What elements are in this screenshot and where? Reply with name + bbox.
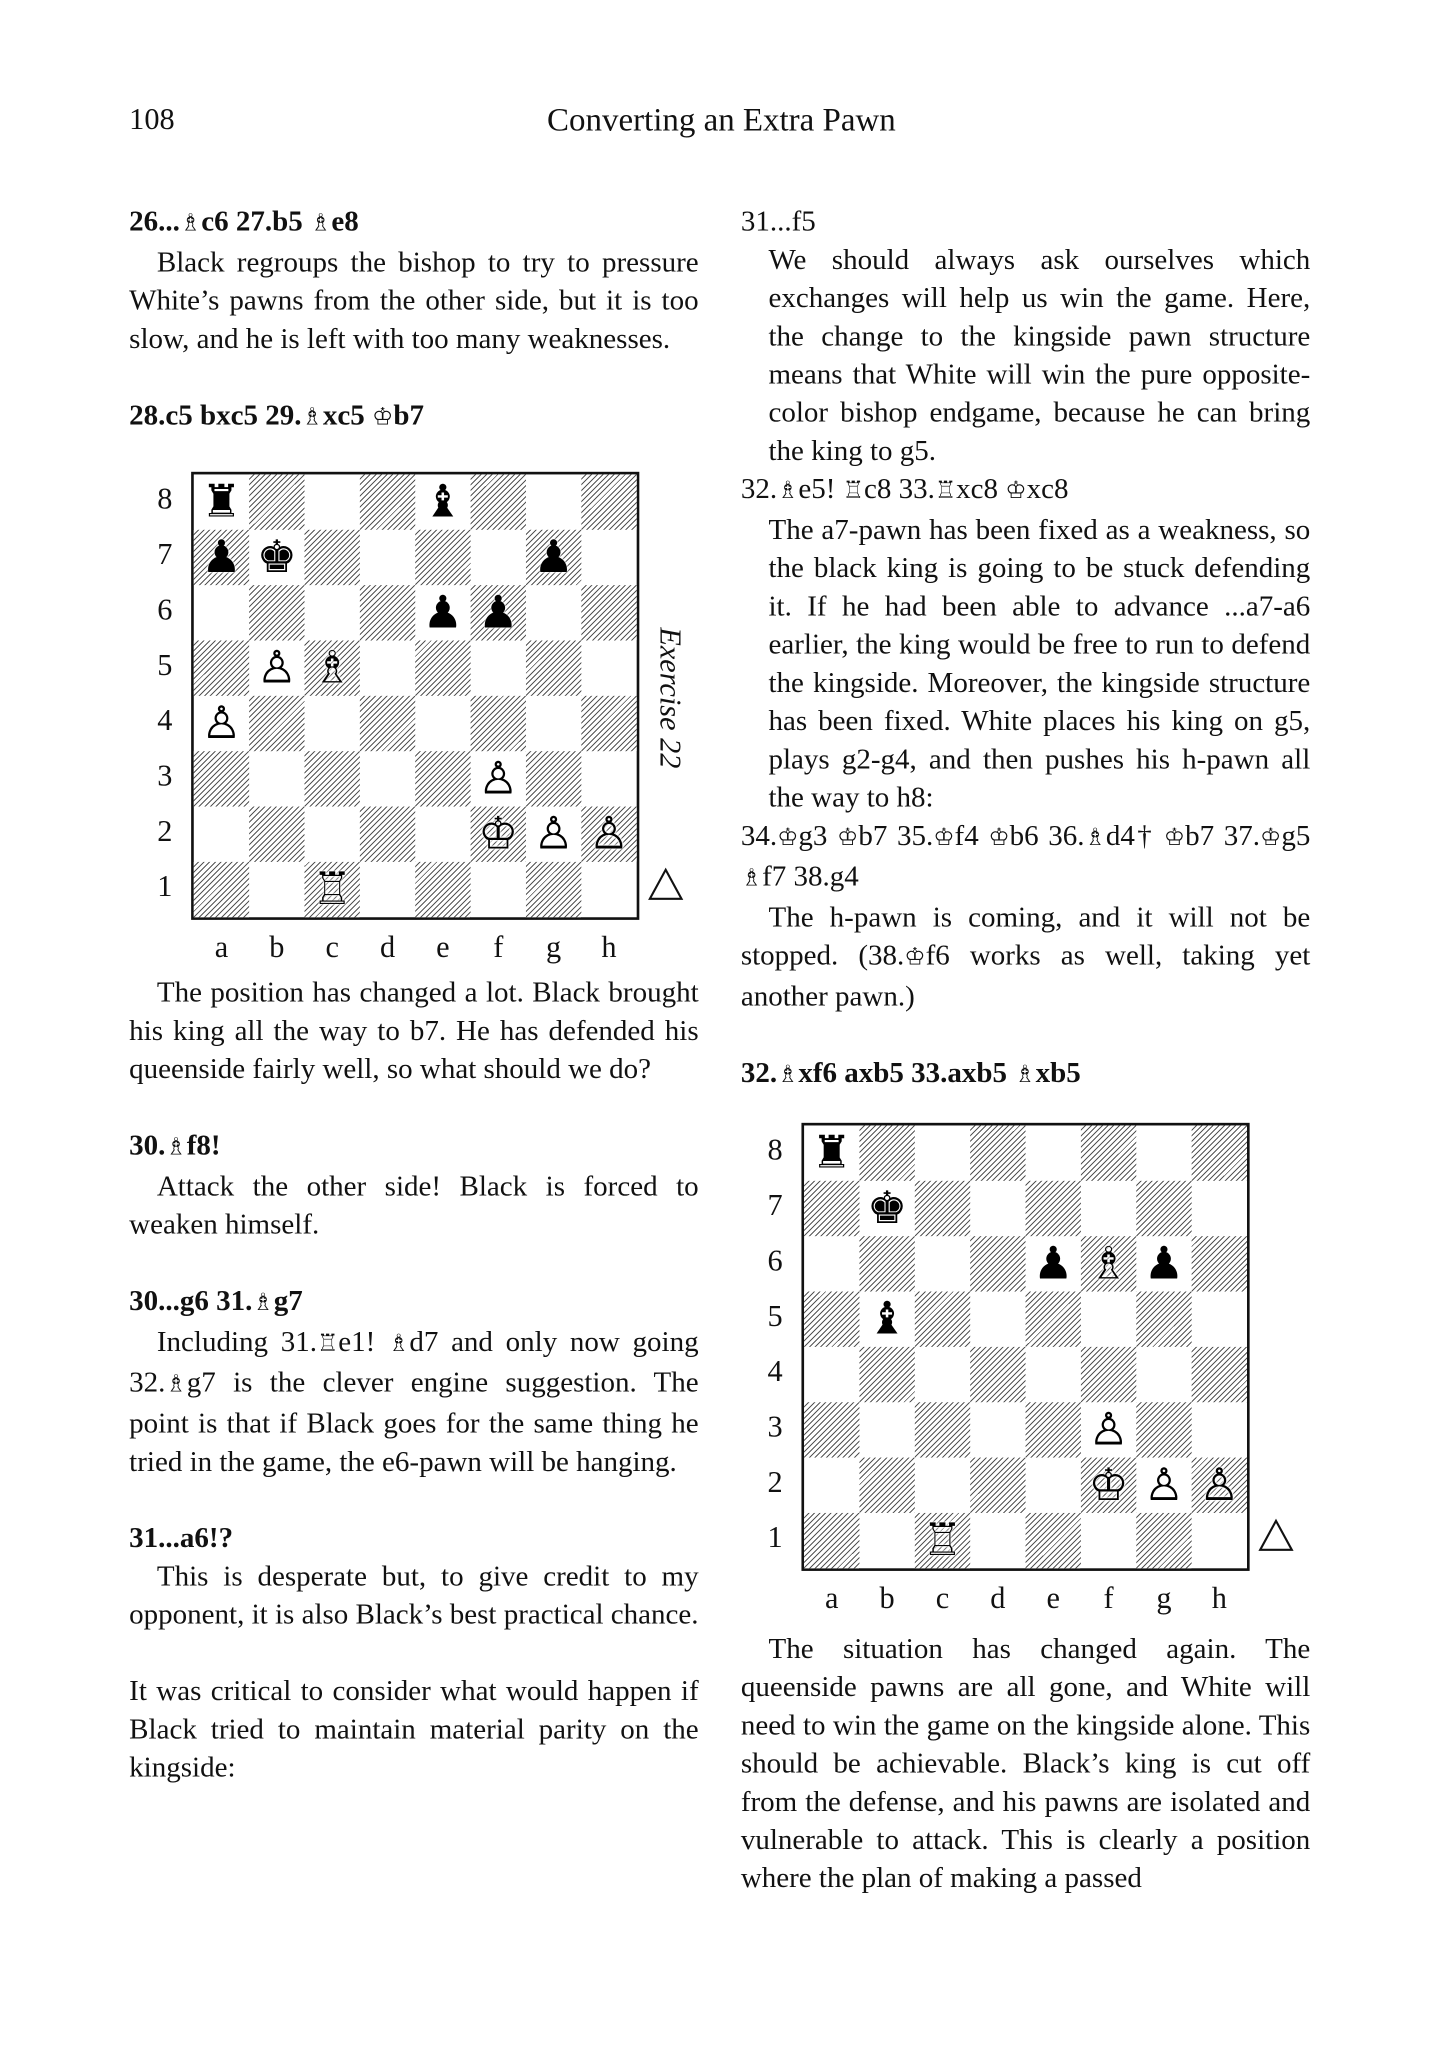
move-heading: 31...a6!? (129, 1520, 234, 1554)
square-f2 (471, 807, 526, 862)
square-a6 (804, 1236, 859, 1291)
square-b7 (859, 1181, 914, 1236)
square-f1 (471, 862, 526, 917)
bishop-icon: ♗ (388, 1329, 410, 1358)
chess-board (801, 1123, 1249, 1571)
black-bishop-icon: ♝ (422, 475, 463, 529)
square-b2 (249, 807, 304, 862)
move-heading: 32.♗xf6 axb5 33.axb5 ♗xb5 (740, 1055, 1081, 1089)
square-c7 (305, 530, 360, 585)
square-g7 (526, 530, 581, 585)
white-pawn-icon: ♙ (201, 697, 242, 750)
white-pawn-icon: ♙ (588, 807, 630, 861)
square-c2 (915, 1458, 970, 1513)
square-d2 (970, 1458, 1025, 1513)
black-bishop-icon: ♝ (867, 1292, 908, 1346)
square-d7 (360, 530, 415, 585)
square-g3 (526, 751, 581, 806)
square-c3 (305, 751, 360, 806)
chapter-title: Converting an Extra Pawn (547, 102, 896, 139)
square-h5 (581, 640, 636, 695)
right-column-lower (741, 1629, 1310, 1897)
square-d6 (360, 585, 415, 640)
square-e8 (415, 474, 470, 529)
king-icon: ♔ (933, 823, 955, 852)
bishop-icon: ♗ (1014, 1060, 1036, 1089)
paragraph: Black regroups the bishop to try to pressure White’s pawns from the other side, but it is too slow, and he is left with too many weaknesses. (129, 245, 699, 355)
square-a7 (804, 1181, 859, 1236)
square-e3 (415, 751, 470, 806)
square-h2 (1192, 1458, 1247, 1513)
rank-label: 2 (157, 814, 173, 848)
file-label: c (325, 930, 339, 964)
white-king-icon: ♔ (1088, 1458, 1129, 1512)
rook-icon: ♖ (934, 477, 957, 505)
rank-label: 7 (157, 537, 173, 571)
exercise-label: Exercise 22 (653, 627, 687, 769)
rank-label: 4 (157, 703, 173, 737)
square-b4 (859, 1347, 914, 1402)
square-h3 (581, 751, 636, 806)
square-f4 (471, 696, 526, 751)
black-pawn-icon: ♟ (422, 586, 463, 640)
king-icon: ♔ (904, 943, 926, 972)
square-a4 (804, 1347, 859, 1402)
square-g2 (526, 807, 581, 862)
square-b1 (249, 862, 304, 917)
square-g4 (526, 696, 581, 751)
black-pawn-icon: ♟ (1143, 1237, 1185, 1291)
square-a5 (804, 1292, 859, 1347)
king-icon: ♔ (1259, 823, 1282, 852)
square-b3 (859, 1402, 914, 1457)
black-rook-icon: ♜ (811, 1126, 852, 1180)
file-label: b (879, 1581, 895, 1615)
square-f4 (1081, 1347, 1136, 1402)
square-f3 (1081, 1402, 1136, 1457)
square-b5 (859, 1292, 914, 1347)
rank-label: 6 (157, 593, 173, 626)
square-h8 (1192, 1125, 1247, 1180)
square-f2 (1081, 1458, 1136, 1513)
rank-label: 1 (157, 869, 173, 903)
square-a2 (804, 1458, 859, 1513)
rank-label: 6 (767, 1244, 783, 1278)
white-pawn-icon: ♙ (533, 807, 574, 861)
square-d1 (970, 1513, 1025, 1568)
square-a4 (194, 696, 249, 751)
square-d2 (360, 807, 415, 862)
left-column (129, 202, 698, 437)
black-pawn-icon: ♟ (1033, 1237, 1074, 1291)
white-bishop-icon: ♗ (312, 641, 353, 695)
rank-label: 5 (767, 1299, 783, 1333)
right-column (741, 202, 1310, 1094)
square-g2 (1136, 1458, 1191, 1513)
square-b4 (249, 696, 304, 751)
square-g8 (1136, 1125, 1191, 1180)
square-g3 (1136, 1402, 1191, 1457)
square-c2 (305, 807, 360, 862)
square-c5 (915, 1292, 970, 1347)
square-d5 (360, 640, 415, 695)
square-f6 (471, 585, 526, 640)
square-h3 (1192, 1402, 1247, 1457)
white-pawn-icon: ♙ (1143, 1458, 1185, 1512)
square-a8 (804, 1125, 859, 1180)
file-label: d (379, 930, 396, 964)
square-c5 (305, 640, 360, 695)
black-pawn-icon: ♟ (478, 586, 519, 640)
white-pawn-icon: ♙ (256, 641, 297, 695)
black-pawn-icon: ♟ (533, 531, 574, 584)
square-g1 (526, 862, 581, 917)
square-e5 (1026, 1292, 1081, 1347)
bishop-icon: ♗ (301, 403, 323, 431)
square-a3 (804, 1402, 859, 1457)
square-h4 (1192, 1347, 1247, 1402)
square-b8 (859, 1125, 914, 1180)
square-f1 (1081, 1513, 1136, 1568)
move-heading: 28.c5 bxc5 29.♗xc5 ♔b7 (129, 398, 424, 431)
square-d5 (970, 1292, 1025, 1347)
square-b6 (249, 585, 304, 640)
square-d4 (360, 696, 415, 751)
square-c7 (915, 1181, 970, 1236)
square-b3 (249, 751, 304, 806)
file-label: e (436, 930, 450, 964)
square-e2 (415, 807, 470, 862)
square-h7 (1192, 1181, 1247, 1236)
king-icon: ♔ (1005, 477, 1027, 505)
white-pawn-icon: ♙ (1088, 1403, 1129, 1457)
rank-label: 3 (767, 1410, 783, 1444)
square-c8 (305, 474, 360, 529)
white-pawn-icon: ♙ (1199, 1458, 1240, 1512)
square-a1 (194, 862, 249, 917)
move-heading: 26...♗c6 27.b5 ♗e8 (129, 204, 359, 238)
square-a8 (194, 474, 249, 529)
square-d3 (360, 751, 415, 806)
square-c3 (915, 1402, 970, 1457)
bishop-icon: ♗ (165, 1133, 187, 1162)
rank-label: 5 (157, 648, 173, 682)
move-heading: 30...g6 31.♗g7 (129, 1283, 303, 1317)
file-label: h (601, 930, 617, 964)
white-to-move-icon (647, 867, 684, 908)
file-label: d (990, 1581, 1006, 1615)
square-e6 (415, 585, 470, 640)
square-a1 (804, 1513, 859, 1568)
file-label: g (1156, 1581, 1172, 1615)
square-f5 (1081, 1292, 1136, 1347)
square-c6 (305, 585, 360, 640)
square-f7 (1081, 1181, 1136, 1236)
square-h5 (1192, 1292, 1247, 1347)
white-bishop-icon: ♗ (1088, 1237, 1129, 1291)
square-d1 (360, 862, 415, 917)
king-icon: ♔ (777, 823, 799, 852)
white-king-icon: ♔ (478, 807, 519, 861)
move-heading: 30.♗f8! (129, 1128, 221, 1162)
square-a2 (194, 807, 249, 862)
square-f8 (471, 474, 526, 529)
bishop-icon: ♗ (252, 1288, 274, 1317)
file-label: e (1046, 1581, 1060, 1615)
bishop-icon: ♗ (777, 477, 799, 505)
square-e8 (1026, 1125, 1081, 1180)
white-rook-icon: ♖ (922, 1514, 963, 1567)
bishop-icon: ♗ (740, 864, 763, 893)
left-column-lower (129, 973, 698, 1786)
black-king-icon: ♚ (867, 1182, 908, 1235)
square-e7 (415, 530, 470, 585)
square-g7 (1136, 1181, 1191, 1236)
rank-label: 7 (767, 1188, 783, 1222)
square-b1 (859, 1513, 914, 1568)
square-e5 (415, 640, 470, 695)
square-a7 (194, 530, 249, 585)
bishop-icon: ♗ (1084, 823, 1106, 852)
square-d8 (970, 1125, 1025, 1180)
square-h6 (581, 585, 636, 640)
paragraph: We should always ask ourselves which exchanges will help us win the game. Here, the change to the kingside pawn structure means that White will win the pure opposite-color bishop endgame, because he can bring the king to g5. (768, 242, 1311, 467)
square-g4 (1136, 1347, 1191, 1402)
page-number: 108 (129, 102, 175, 136)
square-h8 (581, 474, 636, 529)
file-label: g (546, 930, 562, 964)
file-label: f (493, 930, 504, 964)
black-pawn-icon: ♟ (201, 531, 242, 584)
square-f8 (1081, 1125, 1136, 1180)
square-d3 (970, 1402, 1025, 1457)
square-c8 (915, 1125, 970, 1180)
bishop-icon: ♗ (309, 209, 332, 238)
square-d4 (970, 1347, 1025, 1402)
bishop-icon: ♗ (777, 1060, 799, 1089)
file-label: b (269, 930, 285, 964)
king-icon: ♔ (371, 403, 394, 431)
file-label: c (935, 1581, 950, 1615)
square-e2 (1026, 1458, 1081, 1513)
square-f3 (471, 751, 526, 806)
square-e1 (415, 862, 470, 917)
bishop-icon: ♗ (179, 209, 202, 238)
square-e4 (415, 696, 470, 751)
paragraph: It was critical to consider what would happen if Black tried to maintain material parity on the kingside: (129, 1673, 699, 1784)
rank-label: 1 (767, 1520, 783, 1554)
square-b8 (249, 474, 304, 529)
file-label: h (1211, 1581, 1227, 1615)
square-g5 (526, 640, 581, 695)
square-e6 (1026, 1236, 1081, 1291)
rank-label: 2 (767, 1465, 783, 1499)
move-line: 34.♔g3 ♔b7 35.♔f4 ♔b6 36.♗d4† ♔b7 37.♔g5 ♗f7 38.g4 (740, 818, 1311, 893)
bishop-icon: ♗ (165, 1370, 187, 1399)
paragraph: The a7-pawn has been fixed as a weakness, so the black king is going to be stuck defending it. If he had been able to advance ...a7-a6 earlier, the king would be free to run to defend the kingside. Moreover, the kingside structure has been fixed. White places his king on g5, plays g2-g4, and then pushes his h-pawn all the way to h8: (768, 512, 1311, 814)
square-d8 (360, 474, 415, 529)
black-king-icon: ♚ (256, 531, 297, 584)
king-icon: ♔ (1163, 823, 1186, 852)
paragraph: Attack the other side! Black is forced to weaken himself. (129, 1168, 699, 1241)
square-c1 (305, 862, 360, 917)
king-icon: ♔ (837, 823, 859, 852)
square-d6 (970, 1236, 1025, 1291)
file-label: a (825, 1581, 839, 1615)
square-c1 (915, 1513, 970, 1568)
square-e1 (1026, 1513, 1081, 1568)
paragraph: The h-pawn is coming, and it will not be stopped. (38.♔f6 works as well, taking yet another pawn.) (740, 900, 1311, 1013)
square-g6 (1136, 1236, 1191, 1291)
square-a6 (194, 585, 249, 640)
file-label: f (1103, 1581, 1114, 1615)
square-g6 (526, 585, 581, 640)
square-e4 (1026, 1347, 1081, 1402)
rank-label: 4 (767, 1354, 783, 1388)
paragraph: The situation has changed again. The queenside pawns are all gone, and White will need to win the game on the kingside alone. This should be achievable. Black’s king is cut off from the defense, and his pawns are isolated and vulnerable to attack. This is clearly a position where the plan of making a passed (740, 1631, 1311, 1894)
square-h1 (581, 862, 636, 917)
square-b6 (859, 1236, 914, 1291)
paragraph: The position has changed a lot. Black brought his king all the way to b7. He has defended his queenside fairly well, so what should we do? (129, 975, 699, 1085)
rank-label: 3 (157, 759, 173, 793)
square-f5 (471, 640, 526, 695)
rank-label: 8 (767, 1133, 783, 1167)
white-to-move-icon (1258, 1518, 1295, 1559)
square-g1 (1136, 1513, 1191, 1568)
white-rook-icon: ♖ (312, 863, 353, 916)
chess-board (191, 472, 639, 920)
rook-icon: ♖ (316, 1329, 339, 1358)
king-icon: ♔ (988, 823, 1010, 852)
square-g8 (526, 474, 581, 529)
square-b7 (249, 530, 304, 585)
square-c4 (915, 1347, 970, 1402)
square-h7 (581, 530, 636, 585)
square-a3 (194, 751, 249, 806)
square-h2 (581, 807, 636, 862)
move-line: 32.♗e5! ♖c8 33.♖xc8 ♔xc8 (740, 471, 1069, 505)
square-h1 (1192, 1513, 1247, 1568)
square-f6 (1081, 1236, 1136, 1291)
square-c4 (305, 696, 360, 751)
square-h4 (581, 696, 636, 751)
white-pawn-icon: ♙ (478, 752, 519, 806)
rook-icon: ♖ (842, 477, 864, 505)
square-h6 (1192, 1236, 1247, 1291)
black-rook-icon: ♜ (201, 475, 242, 529)
file-label: a (214, 930, 229, 964)
square-e3 (1026, 1402, 1081, 1457)
square-b2 (859, 1458, 914, 1513)
paragraph: Including 31.♖e1! ♗d7 and only now going 32.♗g7 is the clever engine suggestion. The point is that if Black goes for the same thing he tried in the game, the e6-pawn will be hanging. (129, 1324, 699, 1478)
square-b5 (249, 640, 304, 695)
square-f7 (471, 530, 526, 585)
square-e7 (1026, 1181, 1081, 1236)
paragraph: This is desperate but, to give credit to my opponent, it is also Black’s best practical chance. (129, 1559, 699, 1631)
square-a5 (194, 640, 249, 695)
square-g5 (1136, 1292, 1191, 1347)
rank-label: 8 (157, 482, 173, 516)
square-d7 (970, 1181, 1025, 1236)
square-c6 (915, 1236, 970, 1291)
move-line: 31...f5 (740, 204, 816, 238)
